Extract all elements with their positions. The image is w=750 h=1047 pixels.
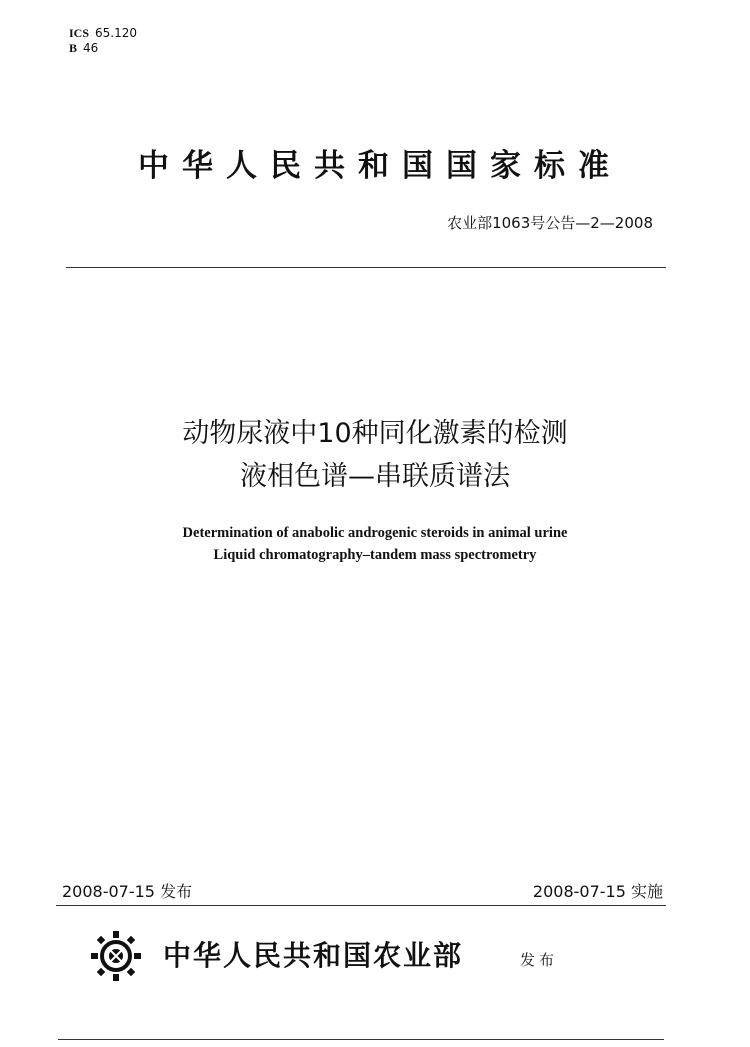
ccs-code: 46	[83, 41, 99, 55]
document-title-zh	[0, 412, 750, 498]
ics-code-row	[69, 26, 137, 41]
ics-code: 65.120	[95, 26, 138, 40]
ccs-label: B	[69, 41, 78, 55]
standard-title: 中华人民共和国国家标准	[138, 148, 622, 184]
publish-label: 发布	[520, 951, 559, 969]
ics-label: ICS	[69, 26, 90, 40]
implementation-date: 2008-07-15 实施	[532, 882, 663, 901]
standard-number: 农业部1063号公告—2—2008	[447, 214, 653, 232]
ccs-code-row	[69, 41, 137, 56]
title-zh-line1: 动物尿液中10种同化激素的检测	[182, 418, 568, 449]
title-en-line2: Liquid chromatography–tandem mass spectrometry	[213, 547, 537, 563]
classification-codes	[69, 26, 137, 56]
footer-divider	[56, 905, 666, 906]
title-zh-line2: 液相色谱—串联质谱法	[240, 461, 510, 492]
ministry-emblem-icon	[88, 928, 144, 984]
document-title-en	[0, 522, 750, 566]
header-divider	[66, 267, 666, 268]
page-bottom-rule	[58, 1039, 664, 1040]
publisher-name: 中华人民共和国农业部	[163, 939, 464, 972]
issue-date: 2008-07-15 发布	[62, 882, 193, 901]
title-en-line1: Determination of anabolic androgenic steroids in animal urine	[182, 525, 568, 541]
